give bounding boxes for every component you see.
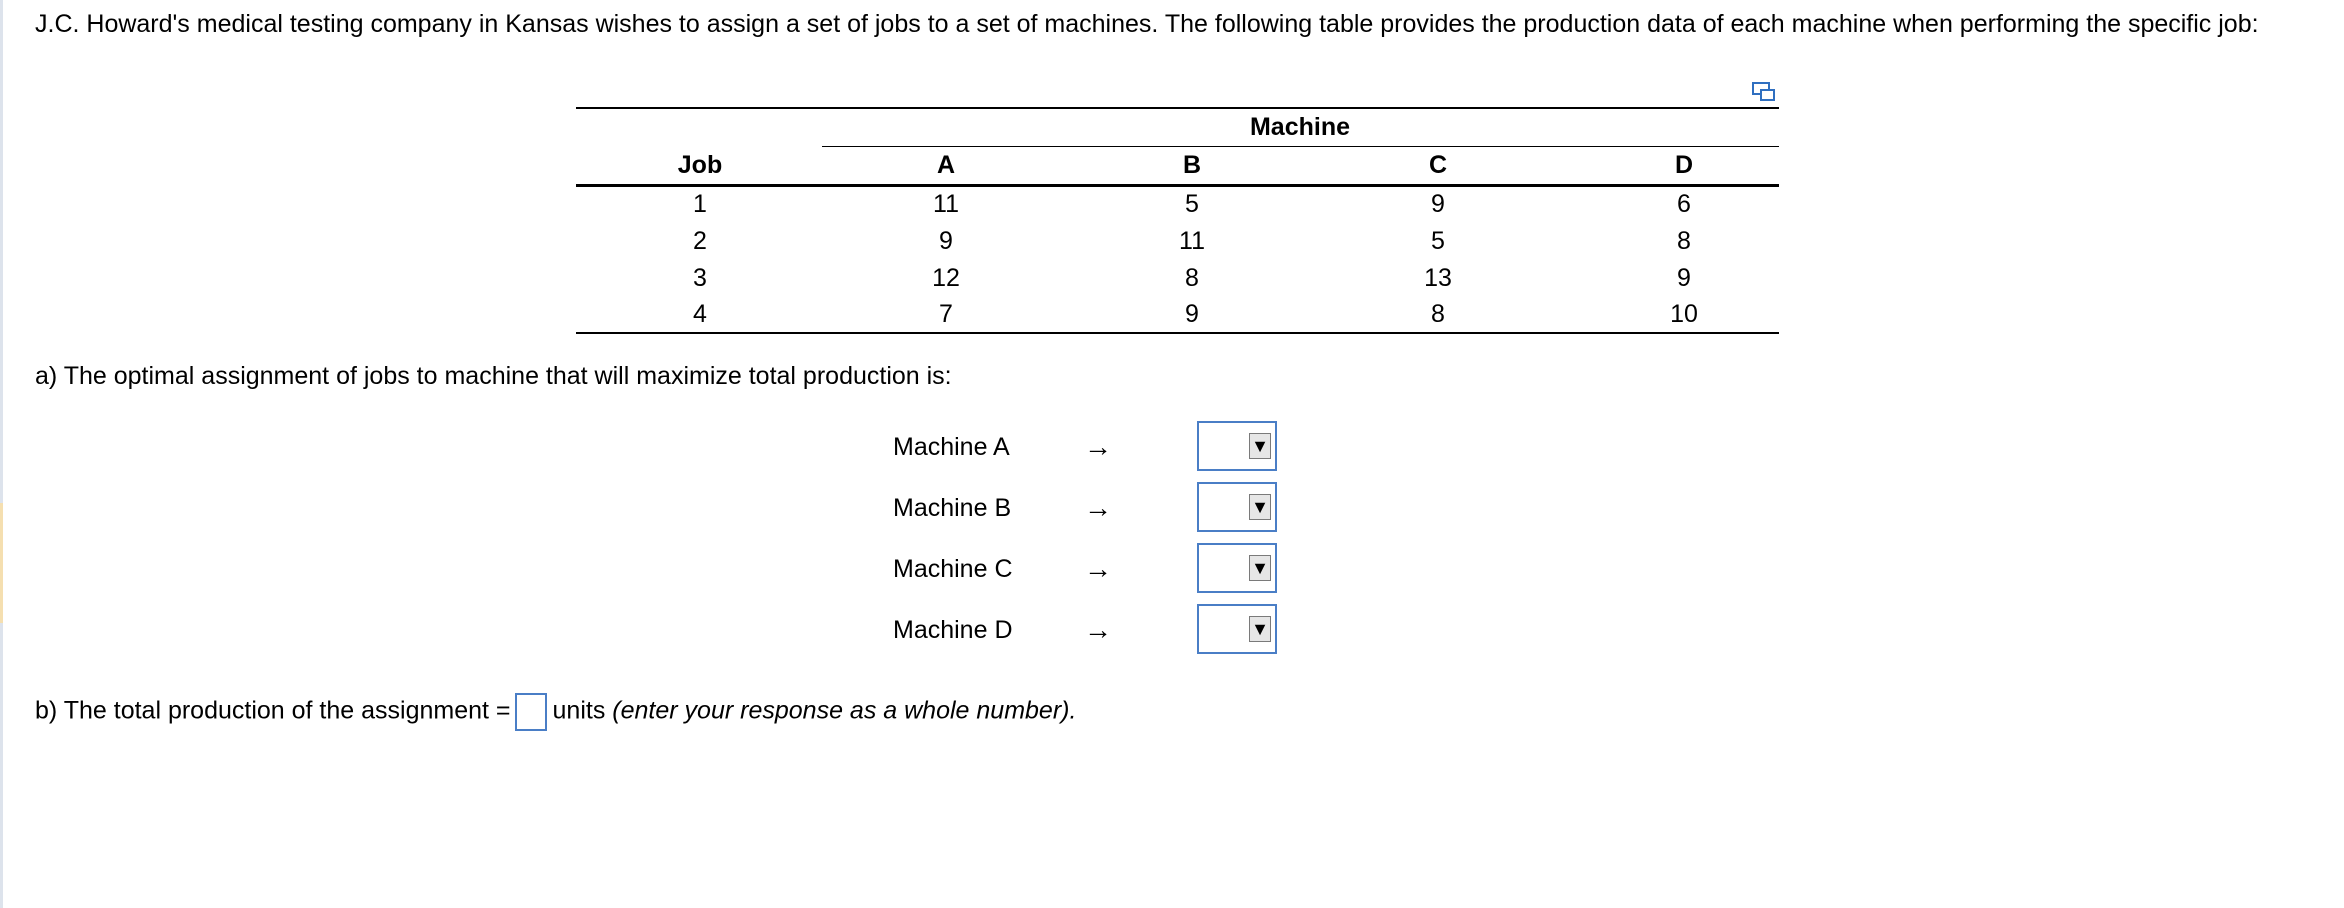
part-b-row xyxy=(35,693,1076,731)
right-arrow-icon: → xyxy=(1084,614,1112,645)
machine-c-dropdown[interactable] xyxy=(1197,543,1277,593)
table-cell: 11 xyxy=(1179,227,1205,255)
table-cell: 9 xyxy=(939,227,953,255)
table-cell: 5 xyxy=(1431,227,1445,255)
table-cell: 8 xyxy=(1185,264,1199,292)
units-label: units xyxy=(552,696,606,725)
dropdown-arrow-icon[interactable]: ▼ xyxy=(1249,494,1271,520)
machine-b-label: Machine B xyxy=(893,494,1012,522)
table-cell: 9 xyxy=(1185,300,1199,328)
machine-header-rule xyxy=(822,146,1779,147)
table-cell-job: 4 xyxy=(693,300,707,328)
table-cell: 12 xyxy=(932,264,960,292)
part-a-prompt: a) The optimal assignment of jobs to machine that will maximize total production is: xyxy=(35,362,952,390)
left-margin-marker xyxy=(0,503,3,623)
column-header-c: C xyxy=(1428,151,1448,179)
machine-a-dropdown[interactable] xyxy=(1197,421,1277,471)
dropdown-arrow-icon[interactable]: ▼ xyxy=(1249,555,1271,581)
table-bottom-rule xyxy=(576,332,1779,334)
table-cell: 8 xyxy=(1677,227,1691,255)
table-cell: 13 xyxy=(1424,264,1452,292)
dropdown-arrow-icon[interactable]: ▼ xyxy=(1249,433,1271,459)
machine-a-label: Machine A xyxy=(893,433,1010,461)
table-cell: 7 xyxy=(939,300,953,328)
column-header-a: A xyxy=(936,151,956,179)
table-cell: 11 xyxy=(933,190,959,218)
response-hint: (enter your response as a whole number). xyxy=(612,696,1077,725)
copy-table-icon[interactable] xyxy=(1752,80,1776,100)
table-cell: 10 xyxy=(1670,300,1698,328)
part-b-prompt: b) The total production of the assignment = xyxy=(35,696,511,725)
header-bottom-rule xyxy=(576,184,1779,187)
table-cell-job: 3 xyxy=(693,264,707,292)
column-header-b: B xyxy=(1182,151,1202,179)
table-cell: 5 xyxy=(1185,190,1199,218)
table-top-rule xyxy=(576,107,1779,109)
problem-statement: J.C. Howard's medical testing company in Kansas wishes to assign a set of jobs to a set of machines. The following table provides the production data of each machine when performing the specific job: xyxy=(35,10,2259,38)
table-cell-job: 1 xyxy=(693,190,707,218)
machine-d-dropdown[interactable] xyxy=(1197,604,1277,654)
right-arrow-icon: → xyxy=(1084,492,1112,523)
machine-b-dropdown[interactable] xyxy=(1197,482,1277,532)
right-arrow-icon: → xyxy=(1084,553,1112,584)
total-production-input[interactable] xyxy=(515,693,547,731)
left-border xyxy=(0,0,3,908)
right-arrow-icon: → xyxy=(1084,431,1112,462)
table-cell: 8 xyxy=(1431,300,1445,328)
table-cell: 6 xyxy=(1677,190,1691,218)
table-cell: 9 xyxy=(1431,190,1445,218)
machine-group-header: Machine xyxy=(1249,113,1351,141)
job-column-header: Job xyxy=(677,151,723,179)
machine-c-label: Machine C xyxy=(893,555,1013,583)
machine-d-label: Machine D xyxy=(893,616,1013,644)
dropdown-arrow-icon[interactable]: ▼ xyxy=(1249,616,1271,642)
column-header-d: D xyxy=(1674,151,1694,179)
table-cell: 9 xyxy=(1677,264,1691,292)
table-cell-job: 2 xyxy=(693,227,707,255)
